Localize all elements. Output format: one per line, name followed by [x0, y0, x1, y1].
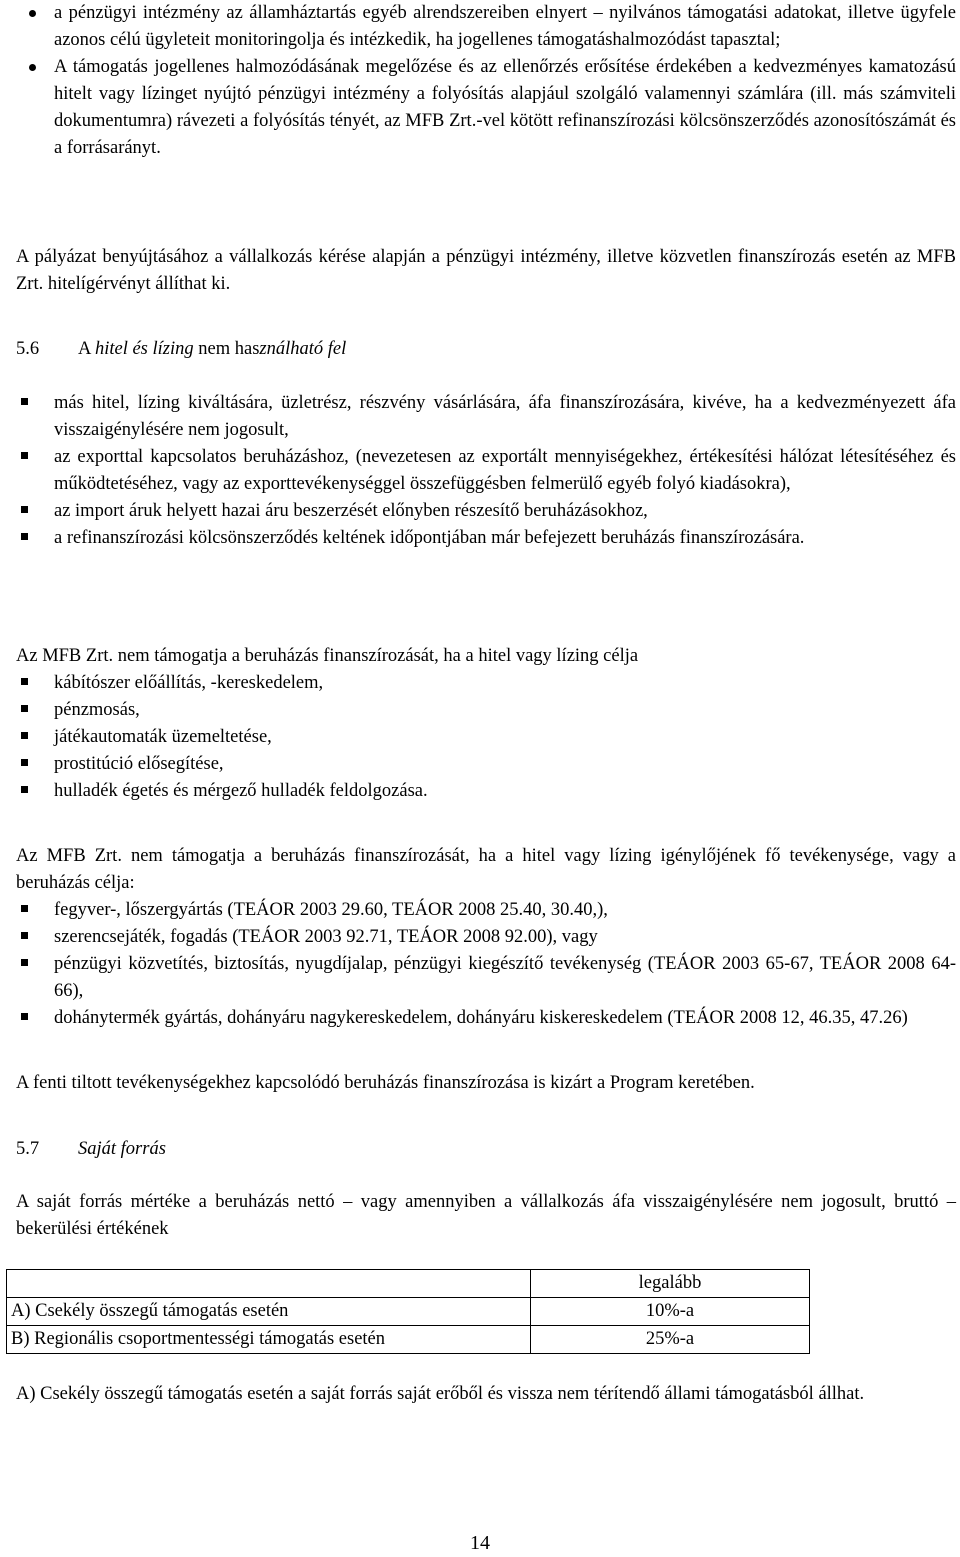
paragraph-final: A) Csekély összegű támogatás esetén a saját forrás saját erőből és vissza nem térítendő állami támogatásból állhat.	[16, 1384, 865, 1404]
paragraph-goal: Az MFB Zrt. nem támogatja a beruházás finanszírozását, ha a hitel vagy lízing célja	[16, 646, 639, 666]
list-item: pénzügyi közvetítés, biztosítás, nyugdíjalap, pénzügyi kiegészítő tevékenység (TEÁOR 2003 65-67, TEÁOR 2008 64-66),	[16, 951, 956, 1005]
list-item: dohánytermék gyártás, dohányáru nagykereskedelem, dohányáru kiskereskedelem (TEÁOR 2008 12, 46.35, 47.26)	[16, 1005, 956, 1032]
table-cell: B) Regionális csoportmentességi támogatás esetén	[7, 1326, 531, 1354]
table-cell: 25%-a	[531, 1326, 810, 1354]
list-item: a refinanszírozási kölcsönszerződés keltének időpontjában már befejezett beruházás finanszírozására.	[16, 525, 956, 552]
activity-list	[16, 897, 956, 1032]
table-row	[7, 1298, 810, 1326]
bullet-list-top	[16, 0, 956, 162]
section-heading-5-7	[16, 1136, 166, 1163]
page-number: 14	[470, 1532, 490, 1554]
list-item: játékautomaták üzemeltetése,	[16, 724, 956, 751]
table-cell: 10%-a	[531, 1298, 810, 1326]
section-number: 5.7	[16, 1139, 40, 1159]
paragraph-activity: Az MFB Zrt. nem támogatja a beruházás finanszírozását, ha a hitel vagy lízing igénylőjének fő tevékenysége, vagy a beruházás célja:	[16, 846, 956, 893]
list-item: más hitel, lízing kiváltására, üzletrész, részvény vásárlására, áfa finanszírozására, kivéve, ha a kedvezményezett áfa visszaigénylésére nem jogosult,	[16, 390, 956, 444]
list-item: szerencsejáték, fogadás (TEÁOR 2003 92.71, TEÁOR 2008 92.00), vagy	[16, 924, 956, 951]
list-item: fegyver-, lőszergyártás (TEÁOR 2003 29.60, TEÁOR 2008 25.40, 30.40,),	[16, 897, 956, 924]
list-item: pénzmosás,	[16, 697, 956, 724]
restrictions-list	[16, 390, 956, 552]
paragraph-own-funds: A saját forrás mértéke a beruházás nettó – vagy amennyiben a vállalkozás áfa visszaigénylésére nem jogosult, bruttó – bekerülési értékének	[16, 1192, 956, 1239]
own-funds-table	[6, 1269, 810, 1354]
goal-list	[16, 670, 956, 805]
paragraph-application: A pályázat benyújtásához a vállalkozás kérése alapján a pénzügyi intézmény, illetve közvetlen finanszírozás esetén az MFB Zrt. hitelígérvényt állíthat ki.	[16, 247, 956, 294]
list-item: hulladék égetés és mérgező hulladék feldolgozása.	[16, 778, 956, 805]
list-item: a pénzügyi intézmény az államháztartás egyéb alrendszereiben elnyert – nyilvános támogatási adatokat, illetve ügyfele azonos célú ügyleteit monitoringolja és intézkedik, ha jogellenes támogatáshalmozódást tapasztal;	[16, 0, 956, 54]
table-cell: A) Csekély összegű támogatás esetén	[7, 1298, 531, 1326]
table-header-row	[7, 1270, 810, 1298]
list-item: kábítószer előállítás, -kereskedelem,	[16, 670, 956, 697]
section-heading-5-6: 5.6 A hitel és lízing nem használható fel	[16, 336, 346, 363]
table-row	[7, 1326, 810, 1354]
list-item: prostitúció elősegítése,	[16, 751, 956, 778]
list-item: A támogatás jogellenes halmozódásának megelőzése és az ellenőrzés erősítése érdekében a kedvezményes kamatozású hitelt vagy lízinget nyújtó pénzügyi intézmény a folyósítás alapjául szolgáló valamennyi számlára (ill. más számviteli dokumentumra) rávezeti a folyósítás tényét, az MFB Zrt.-vel kötött refinanszírozási kölcsönszerződés azonosítószámát és a forrásarányt.	[16, 54, 956, 162]
paragraph-excluded: A fenti tiltott tevékenységekhez kapcsolódó beruházás finanszírozása is kizárt a Program keretében.	[16, 1073, 755, 1093]
section-number: 5.6	[16, 339, 40, 359]
list-item: az import áruk helyett hazai áru beszerzését előnyben részesítő beruházásokhoz,	[16, 498, 956, 525]
list-item: az exporttal kapcsolatos beruházáshoz, (nevezetesen az exportált mennyiségekhez, értékesítési hálózat létesítéséhez és működtetéséhez, vagy az exporttevékenységgel összefüggésben felmerülő egyéb folyó kiadásokra),	[16, 444, 956, 498]
table-cell: legalább	[531, 1270, 810, 1298]
section-title: Saját forrás	[78, 1139, 166, 1159]
table-cell	[7, 1270, 531, 1298]
